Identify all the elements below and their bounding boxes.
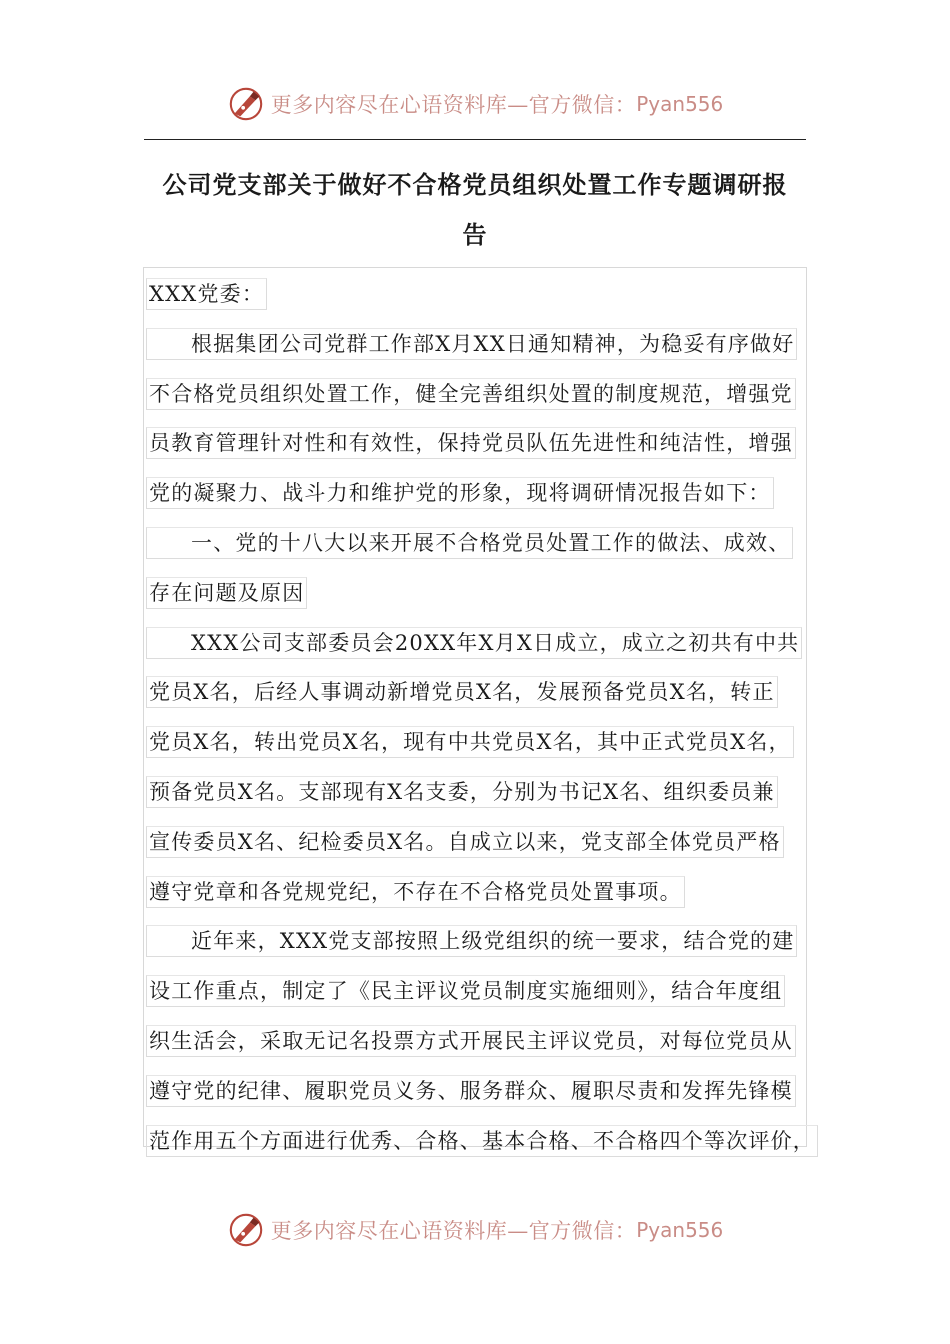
paragraph-line: 党员X名，后经人事调动新增党员X名，发展预备党员X名，转正 xyxy=(146,668,806,718)
document-title xyxy=(144,160,806,260)
paragraph-line: 范作用五个方面进行优秀、合格、基本合格、不合格四个等次评价， xyxy=(146,1117,806,1167)
footer-banner xyxy=(0,1208,950,1252)
paragraph-line: 员教育管理针对性和有效性，保持党员队伍先进性和纯洁性，增强 xyxy=(146,419,806,469)
paragraph-line: 不合格党员组织处置工作，健全完善组织处置的制度规范，增强党 xyxy=(146,370,806,420)
paragraph-line: 党员X名，转出党员X名，现有中共党员X名，其中正式党员X名， xyxy=(146,718,806,768)
salutation: XXX党委： xyxy=(146,270,806,320)
header-banner xyxy=(0,82,950,126)
paragraph-line: 根据集团公司党群工作部X月XX日通知精神，为稳妥有序做好 xyxy=(146,320,806,370)
title-line-2: 告 xyxy=(462,221,488,249)
paragraph-line: 遵守党的纪律、履职党员义务、服务群众、履职尽责和发挥先锋模 xyxy=(146,1067,806,1117)
banner-text: 更多内容尽在心语资料库—官方微信： xyxy=(270,1219,637,1243)
paragraph-line: 织生活会，采取无记名投票方式开展民主评议党员，对每位党员从 xyxy=(146,1017,806,1067)
banner-text: 更多内容尽在心语资料库—官方微信： xyxy=(270,93,637,117)
paragraph-line: 党的凝聚力、战斗力和维护党的形象，现将调研情况报告如下： xyxy=(146,469,806,519)
title-line-1: 公司党支部关于做好不合格党员组织处置工作专题调研报 xyxy=(162,171,788,199)
pen-nib-logo-icon xyxy=(227,85,265,123)
header-divider xyxy=(144,139,806,140)
paragraph-line: 遵守党章和各党规党纪，不存在不合格党员处置事项。 xyxy=(146,868,806,918)
document-body xyxy=(146,270,815,1166)
pen-nib-logo-icon xyxy=(227,1211,265,1249)
paragraph-line: 宣传委员X名、纪检委员X名。自成立以来，党支部全体党员严格 xyxy=(146,818,806,868)
paragraph-line: 近年来，XXX党支部按照上级党组织的统一要求，结合党的建 xyxy=(146,917,806,967)
paragraph-line: 设工作重点，制定了《民主评议党员制度实施细则》，结合年度组 xyxy=(146,967,806,1017)
banner-wechat-id: Pyan556 xyxy=(636,92,724,116)
section-heading-line: 一、党的十八大以来开展不合格党员处置工作的做法、成效、 xyxy=(146,519,806,569)
paragraph-line: 预备党员X名。支部现有X名支委，分别为书记X名、组织委员兼 xyxy=(146,768,806,818)
section-heading-line: 存在问题及原因 xyxy=(146,569,806,619)
paragraph-line: XXX公司支部委员会20XX年X月X日成立，成立之初共有中共 xyxy=(146,619,806,669)
banner-wechat-id: Pyan556 xyxy=(636,1218,724,1242)
